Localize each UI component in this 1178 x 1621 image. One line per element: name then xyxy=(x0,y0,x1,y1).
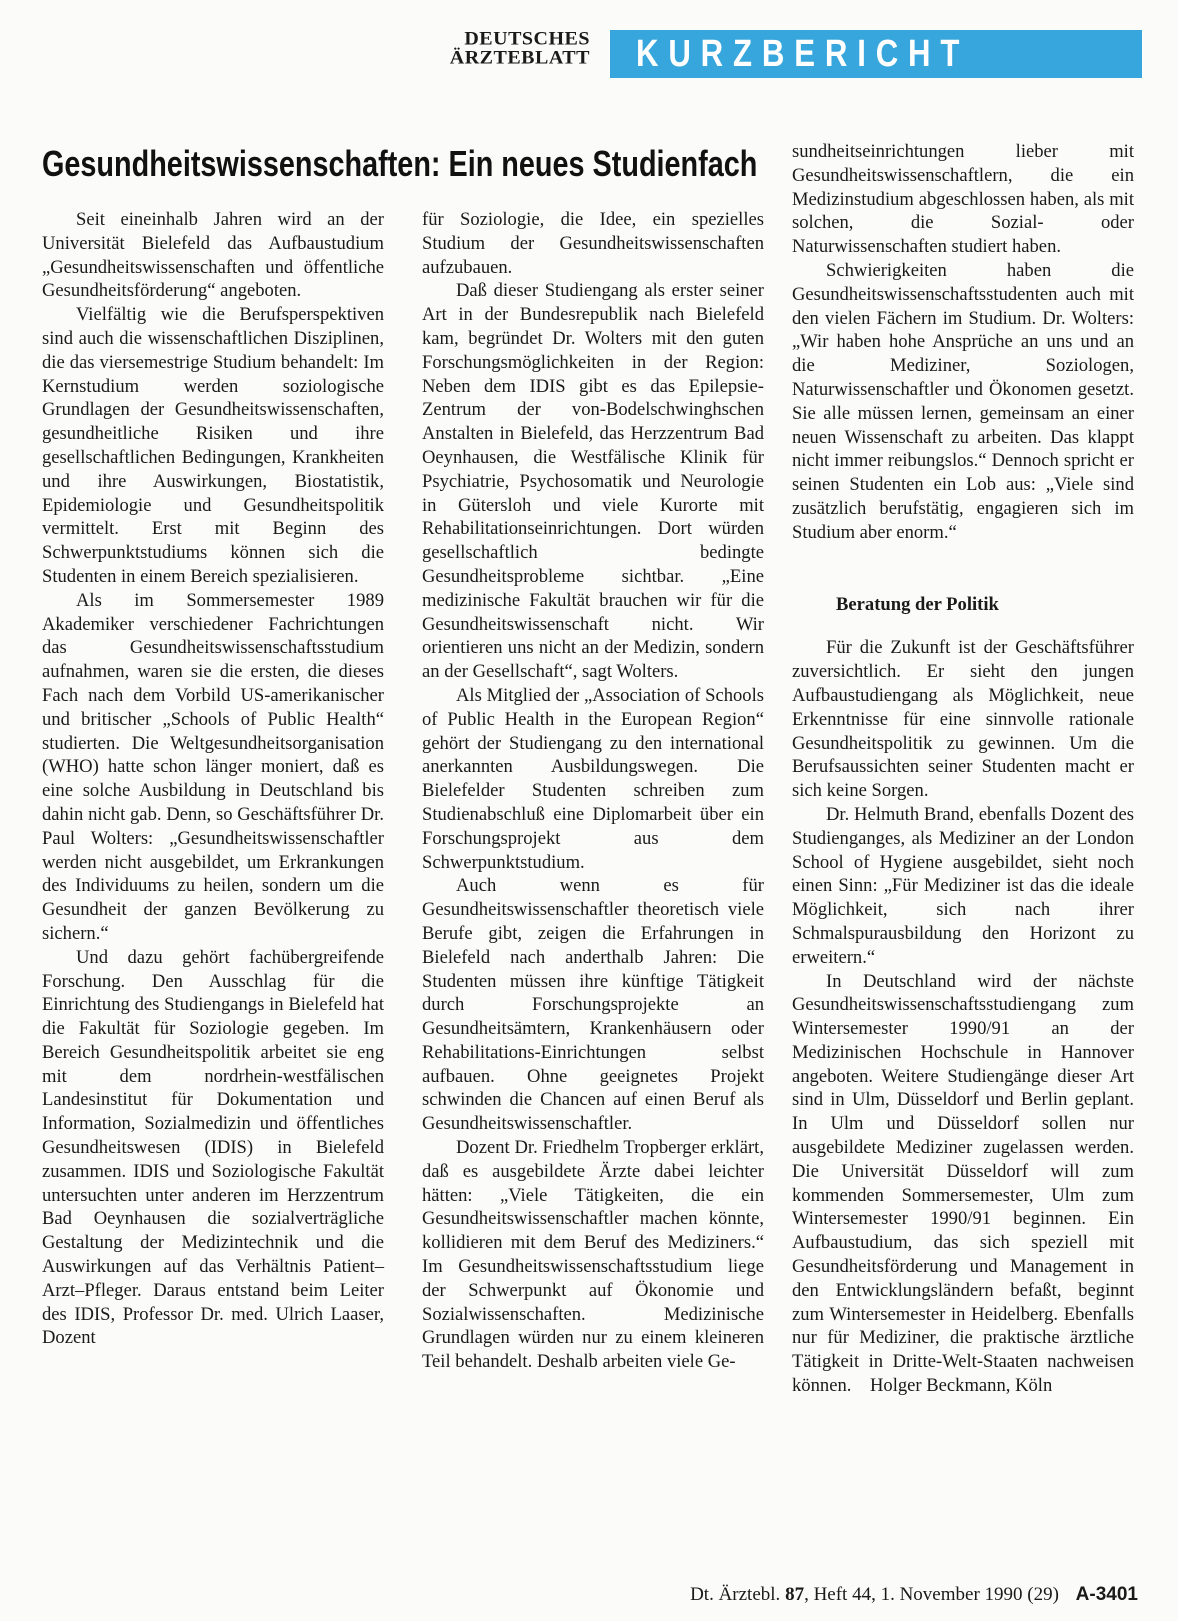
paragraph: Dr. Helmuth Brand, ebenfalls Dozent des Studienganges, als Mediziner an der London School of Hygiene ausgebildet, sieht noch einen Sinn: „Für Mediziner ist das die ideale Möglichkeit, sich nach ihrer Schmalspurausbildung den Horizont zu erweitern.“ xyxy=(792,803,1134,968)
masthead-line-1: DEUTSCHES xyxy=(464,28,590,50)
paragraph: Als im Sommersemester 1989 Akademiker verschiedener Fachrichtungen das Gesundheitswissenschaftsstudium aufnahmen, waren sie die ersten, die dieses Fach nach dem Vorbild US-amerikanischer und britischer „Schools of Public Health“ studierten. Die Weltgesundheitsorganisation (WHO) hatte schon länger moniert, daß es eine solche Ausbildung in Deutschland bis dahin nicht gab. Denn, so Geschäftsführer Dr. Paul Wolters: „Gesundheitswissenschaftler werden nicht ausgebildet, um Erkrankungen des Individuums zu heilen, sondern um die Gesundheit der ganzen Bevölkerung zu sichern.“ xyxy=(42,589,384,944)
column-3 xyxy=(792,140,1134,1398)
paragraph-continued: für Soziologie, die Idee, ein spezielles Studium der Gesundheitswissenschaften aufzubauen. xyxy=(422,209,764,278)
paragraph: Seit eineinhalb Jahren wird an der Universität Bielefeld das Aufbaustudium „Gesundheitswissenschaften und öffentliche Gesundheitsförderung“ angeboten. xyxy=(42,209,384,302)
paragraph: Für die Zukunft ist der Geschäftsführer zuversichtlich. Er sieht den jungen Aufbaustudiengang als Möglichkeit, neue Erkenntnisse für eine sinnvolle rationale Gesundheitspolitik zu gewinnen. Um die Berufsaussichten seiner Studenten macht er sich keine Sorgen. xyxy=(792,637,1134,802)
article-title: Gesundheitswissenschaften: Ein neues Studienfach xyxy=(42,143,758,184)
paragraph-text: In Deutschland wird der nächste Gesundheitswissenschaftsstudiengang zum Wintersemester 1990/91 an der Medizinischen Hochschule in Hannover angeboten. Weitere Studiengänge dieser Art sind in Ulm, Düsseldorf und Berlin geplant. In Ulm und Düsseldorf sollen nur ausgebildete Mediziner zugelassen werden. Die Universität Düsseldorf will zum kommenden Sommersemester, Ulm zum Wintersemester 1990/91 beginnen. Ein Aufbaustudium, das sich speziell mit Gesundheitsförderung und Management in den Entwicklungsländern befaßt, beginnt zum Wintersemester in Heidelberg. Ebenfalls nur für Mediziner, die praktische ärztliche Tätigkeit in Dritte-Welt-Staaten nachweisen können. xyxy=(792,970,1134,1397)
paragraph-final xyxy=(792,970,1134,1398)
column-2 xyxy=(422,208,764,1374)
page-footer xyxy=(690,1584,1138,1606)
author-signature: Holger Beckmann, Köln xyxy=(869,1375,1053,1397)
footer-journal: Dt. Ärztebl. xyxy=(690,1584,781,1605)
paragraph: Schwierigkeiten haben die Gesundheitswissenschaftsstudenten auch mit den vielen Fächern im Studium. Dr. Wolters: „Wir haben hohe Ansprüche an uns und an die Mediziner, Soziologen, Naturwissenschaftler und Ökonomen gesetzt. Sie alle müssen lernen, gemeinsam an einer neuen Wissenschaft zu arbeiten. Das klappt nicht immer reibungslos.“ Dennoch spricht er seinen Studenten ein Lob aus: „Viele sind zusätzlich berufstätig, engagieren sich im Studium aber enorm.“ xyxy=(792,259,1134,543)
paragraph: Auch wenn es für Gesundheitswissenschaftler theoretisch viele Berufe gibt, zeigen die Erfahrungen in Bielefeld nach anderthalb Jahren: Die Studenten müssen ihre künftige Tätigkeit durch Forschungsprojekte an Gesundheitsämtern, Krankenhäusern oder Rehabilitations-Einrichtungen selbst aufbauen. Ohne geeignetes Projekt schwinden die Chancen auf einen Beruf als Gesundheitswissenschaftler. xyxy=(422,875,764,1135)
paragraph: Vielfältig wie die Berufsperspektiven sind auch die wissenschaftlichen Disziplinen, die das viersemestrige Studium behandelt: Im Kernstudium werden soziologische Grundlagen der Gesundheitswissenschaften, gesundheitliche Risiken und ihre gesellschaftlichen Bedingungen, Krankheiten und ihre Auswirkungen, Biostatistik, Epidemiologie und Gesundheitspolitik vermittelt. Erst mit Beginn des Schwerpunktstudiums können sich die Studenten in einem Bereich spezialisieren. xyxy=(42,304,384,587)
page-number: A-3401 xyxy=(1075,1584,1138,1605)
paragraph-continued: sundheitseinrichtungen lieber mit Gesundheitswissenschaftlern, die ein Medizinstudium abgeschlossen haben, als mit solchen, die Sozial- oder Naturwissenschaften studiert haben. xyxy=(792,141,1134,258)
paragraph: Und dazu gehört fachübergreifende Forschung. Den Ausschlag für die Einrichtung des Studiengangs in Bielefeld hat die Fakultät für Soziologie gegeben. Im Bereich Gesundheitspolitik arbeitet sie eng mit dem nordrhein-westfälischen Landesinstitut für Dokumentation und Information, Sozialmedizin und öffentliches Gesundheitswesen (IDIS) in Bielefeld zusammen. IDIS und Soziologische Fakultät untersuchten unter anderen im Herzzentrum Bad Oeynhausen die sozialverträgliche Gestaltung der Medizintechnik und die Auswirkungen auf das Verhältnis Patient–Arzt–Pfleger. Daraus entstand beim Leiter des IDIS, Professor Dr. med. Ulrich Laaser, Dozent xyxy=(42,946,384,1349)
section-label: KURZBERICHT xyxy=(636,33,970,75)
journal-masthead xyxy=(420,30,590,68)
section-banner xyxy=(610,30,1142,78)
section-subheading: Beratung der Politik xyxy=(836,593,999,615)
paragraph: Als Mitglied der „Association of Schools of Public Health in the European Region“ gehört der Studiengang zu den international anerkannten Ausbildungswegen. Die Bielefelder Studenten schreiben zum Studienabschluß eine Diplomarbeit über ein Forschungsprojekt aus dem Schwerpunktstudium. xyxy=(422,684,764,873)
footer-volume: 87 xyxy=(785,1584,805,1605)
paragraph: Daß dieser Studiengang als erster seiner Art in der Bundesrepublik nach Bielefeld kam, begründet Dr. Wolters mit den guten Forschungsmöglichkeiten in der Region: Neben dem IDIS gibt es das Epilepsie-Zentrum der von-Bodelschwinghschen Anstalten in Bielefeld, das Herzzentrum Bad Oeynhausen, die Westfälische Klinik für Psychiatrie, Psychosomatik und Neurologie in Gütersloh und viele Kurorte mit Rehabilitationseinrichtungen. Dort würden gesellschaftlich bedingte Gesundheitsprobleme sichtbar. „Eine medizinische Fakultät brauchen wir für die Gesundheitswissenschaft nicht. Wir orientieren uns nicht an der Medizin, sondern an der Gesellschaft“, sagt Wolters. xyxy=(422,280,764,683)
column-1 xyxy=(42,208,384,1350)
paragraph: Dozent Dr. Friedhelm Tropberger erklärt, daß es ausgebildete Ärzte dabei leichter hätten: „Viele Tätigkeiten, die ein Gesundheitswissenschaftler machen könnte, kollidieren mit dem Beruf des Mediziners.“ Im Gesundheitswissenschaftsstudium liege der Schwerpunkt auf Ökonomie und Sozialwissenschaften. Medizinische Grundlagen würden nur zu einem kleineren Teil behandelt. Deshalb arbeiten viele Ge- xyxy=(422,1137,764,1373)
footer-issue: , Heft 44, 1. November 1990 (29) xyxy=(804,1584,1059,1605)
masthead-line-2: ÄRZTEBLATT xyxy=(449,47,590,69)
